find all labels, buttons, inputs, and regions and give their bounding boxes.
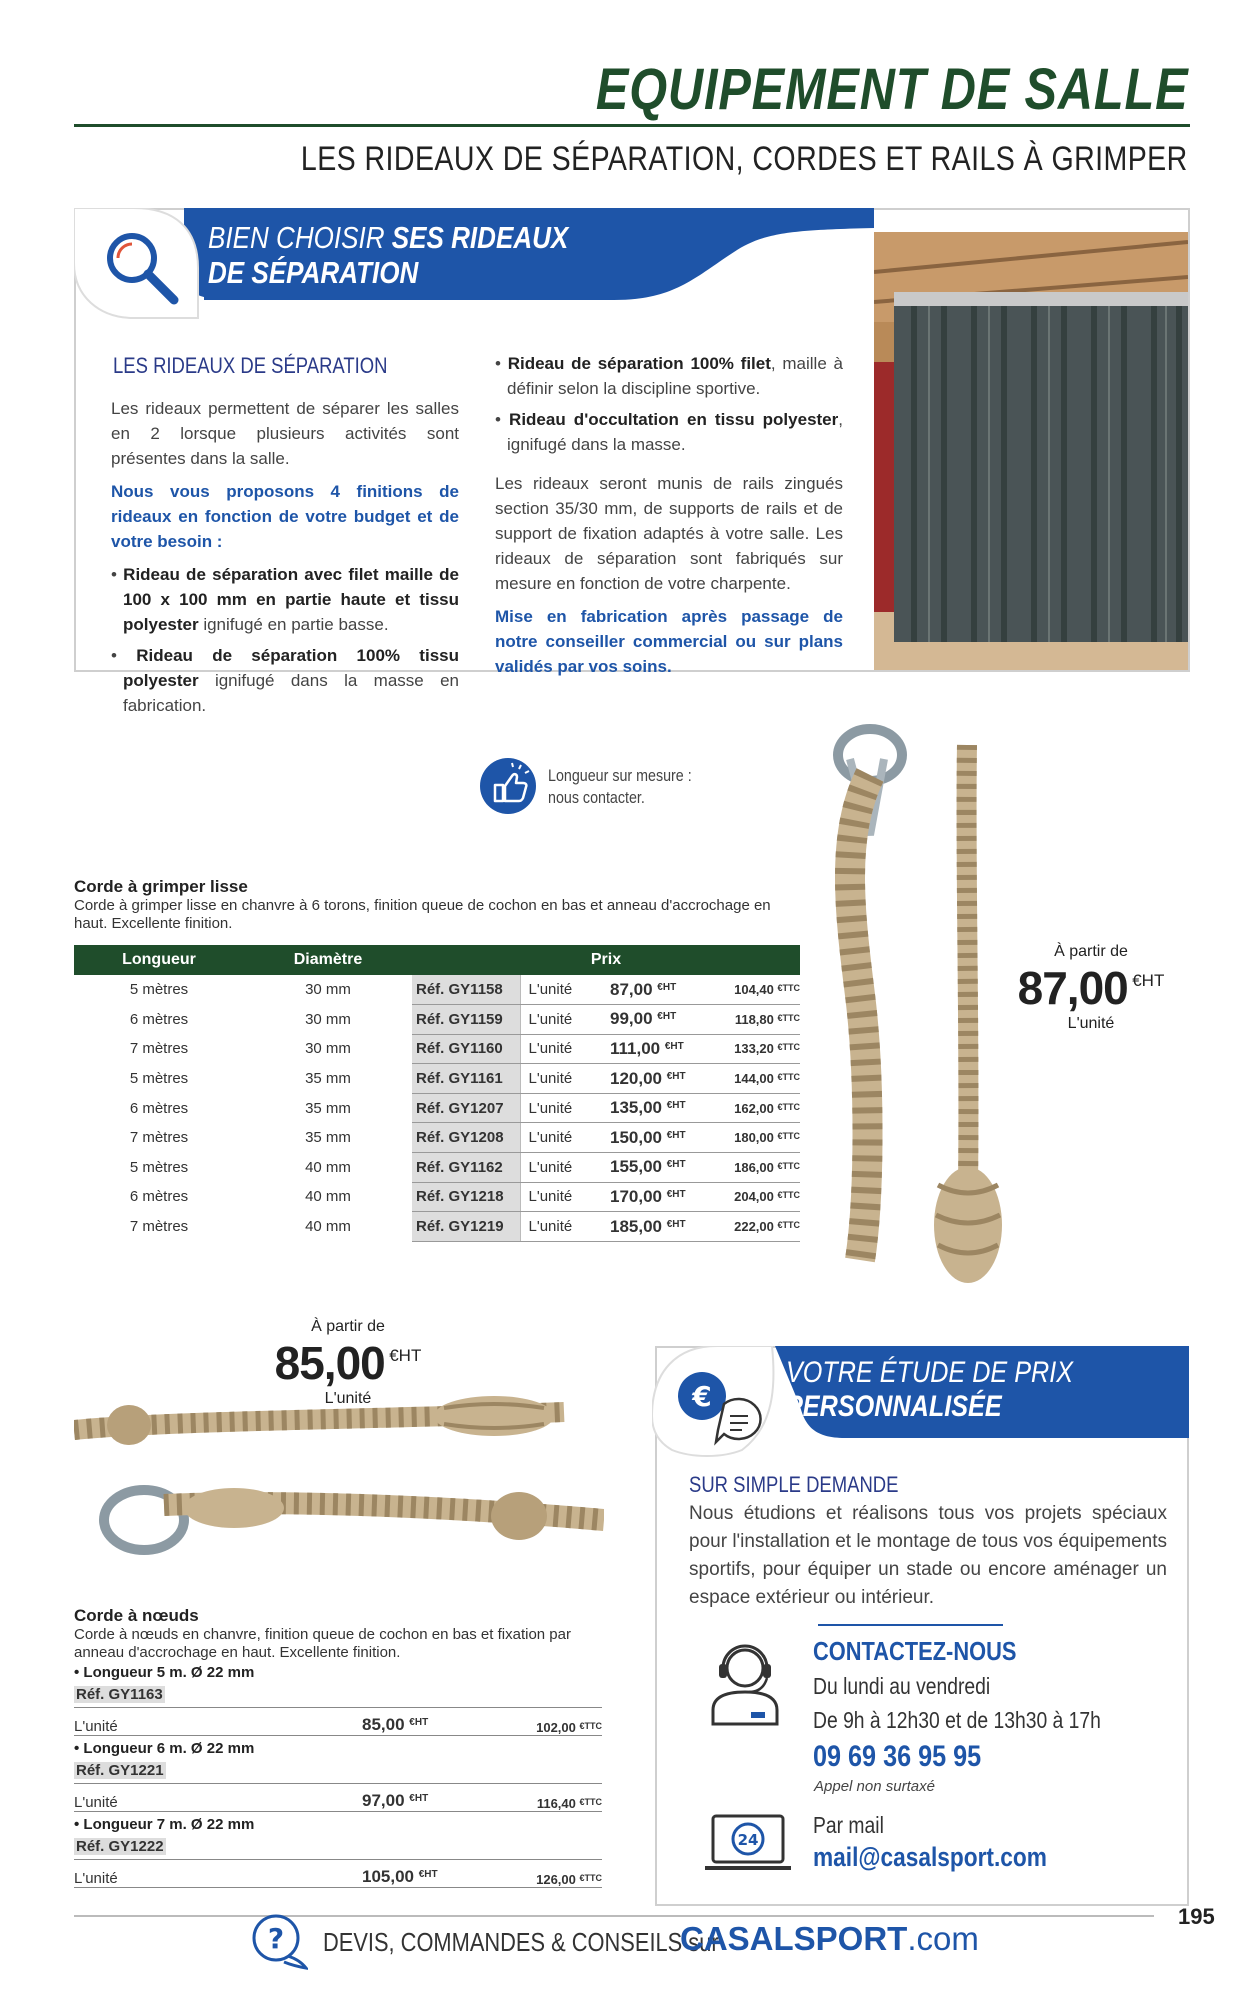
help-chat-icon [250, 1912, 308, 1972]
page-number: 195 [1178, 1904, 1215, 1929]
from-unit: L'unité [1067, 1015, 1115, 1032]
price-ht: 111,00 [610, 1038, 661, 1058]
contact-hours: De 9h à 12h30 et de 13h30 à 17h [813, 1707, 1101, 1733]
list-item [74, 1664, 602, 1740]
ttc-suffix: €TTC [579, 1873, 602, 1883]
diameter-cell: 40 mm [305, 1188, 351, 1206]
from-suffix: €HT [1132, 971, 1165, 990]
curtain-option-2: • Rideau de séparation 100% tissu polyester ignifugé dans la masse en fabrication. [111, 646, 459, 715]
smooth-rope-description: Corde à grimper lisse en chanvre à 6 torons, finition queue de cochon en bas et anneau d'accrochage en haut. Excellente finition. [74, 897, 771, 932]
price-ttc-cell [502, 1796, 602, 1811]
curtains-intro: Les rideaux permettent de séparer les salles en 2 lorsque plusieurs activités sont présentes dans la salle. [111, 399, 459, 468]
unit-cell: L'unité [74, 1794, 118, 1811]
price-ttc: 180,00 [734, 1130, 774, 1146]
price-ht-cell [610, 1005, 712, 1035]
table-row [74, 1212, 800, 1242]
price-ht-cell [610, 1034, 712, 1064]
unit-cell: L'unité [74, 1870, 118, 1887]
quote-text: Nous étudions et réalisons tous vos projets spéciaux pour l'installation et le montage de tous vos équipements sportifs, pour équiper un stade ou encore aménager un espace extérieur ou intérieur. [689, 1503, 1167, 1608]
diameter-cell: 35 mm [305, 1129, 351, 1147]
price-ht-cell [610, 975, 712, 1005]
unit-cell: L'unité [520, 1123, 610, 1153]
price-ht: 120,00 [610, 1068, 662, 1088]
price-ttc-cell [712, 1182, 800, 1212]
ttc-suffix: €TTC [777, 1160, 800, 1171]
price-ttc: 144,00 [734, 1071, 774, 1087]
unit-cell: L'unité [520, 1064, 610, 1094]
price-ttc: 222,00 [734, 1219, 774, 1235]
price-ttc-cell [502, 1872, 602, 1887]
ref-cell: Réf. GY1208 [412, 1123, 520, 1153]
price-ttc-cell [712, 1123, 800, 1153]
diameter-cell: 35 mm [305, 1099, 351, 1117]
smooth-rope-from-price [1016, 943, 1166, 1033]
ttc-suffix: €TTC [777, 1131, 800, 1142]
support-agent-icon [707, 1640, 783, 1726]
ht-suffix: €HT [657, 1011, 677, 1023]
col-length: Longueur [74, 945, 244, 975]
ttc-suffix: €TTC [777, 1072, 800, 1083]
footer-rule [74, 1915, 1154, 1917]
price-ht-cell [610, 1153, 712, 1183]
smooth-rope-photo [820, 715, 1020, 1290]
knot-length: • Longueur 7 m. Ø 22 mm [74, 1816, 255, 1833]
ref-cell: Réf. GY1162 [412, 1153, 520, 1183]
curtain-option-4: • Rideau d'occultation en tissu polyester, ignifugé dans la masse. [495, 410, 843, 454]
price-ht: 99,00 [610, 1009, 653, 1029]
price-ttc: 186,00 [734, 1159, 774, 1175]
unit-cell: L'unité [74, 1718, 118, 1735]
ht-suffix: €HT [409, 1793, 429, 1804]
price-ttc: 162,00 [734, 1100, 774, 1116]
diameter-cell: 40 mm [305, 1158, 351, 1176]
choose-banner-text: BIEN CHOISIR SES RIDEAUX DE SÉPARATION [208, 220, 569, 290]
knot-length: • Longueur 5 m. Ø 22 mm [74, 1664, 255, 1681]
col-price: Prix [412, 945, 800, 975]
unit-cell: L'unité [520, 1093, 610, 1123]
curtain-photo [874, 232, 1188, 670]
price-ttc-cell [712, 1153, 800, 1183]
price-ht: 170,00 [610, 1186, 662, 1206]
unit-cell: L'unité [520, 1034, 610, 1064]
svg-text:€: € [692, 1380, 712, 1413]
length-cell: 5 mètres [129, 1158, 189, 1176]
price-ttc-cell [712, 1005, 800, 1035]
mail-link[interactable]: mail@casalsport.com [813, 1842, 1047, 1872]
length-cell: 7 mètres [129, 1129, 189, 1147]
quote-heading: SUR SIMPLE DEMANDE [689, 1472, 899, 1497]
ref-cell: Réf. GY1160 [412, 1034, 520, 1064]
from-price: 87,00 [1017, 962, 1128, 1014]
price-ht: 97,00 [362, 1791, 405, 1810]
footer-brand[interactable]: CASALSPORT.com [680, 1920, 979, 1957]
price-ttc: 118,80 [734, 1011, 774, 1027]
quote-banner-text: VOTRE ÉTUDE DE PRIX PERSONNALISÉE [786, 1356, 1074, 1423]
smooth-rope-table [74, 945, 800, 1242]
from-suffix: €HT [389, 1346, 422, 1365]
ttc-suffix: €TTC [579, 1721, 602, 1731]
ref-cell: Réf. GY1221 [76, 1762, 164, 1779]
table-row [74, 1034, 800, 1064]
ref-cell: Réf. GY1219 [412, 1212, 520, 1242]
contact-rule [818, 1624, 1003, 1626]
unit-cell: L'unité [520, 1182, 610, 1212]
knot-rope-title: Corde à nœuds [74, 1606, 199, 1625]
length-cell: 5 mètres [129, 981, 189, 999]
laptop-24h-icon [705, 1812, 791, 1874]
price-ht: 85,00 [362, 1715, 405, 1734]
knot-rope-photo [74, 1390, 604, 1590]
ht-suffix: €HT [657, 981, 677, 993]
length-cell: 6 mètres [129, 1010, 189, 1028]
length-cell: 7 mètres [129, 1218, 189, 1236]
curtains-fabrication: Mise en fabrication après passage de notre conseiller commercial ou sur plans validés par vos soins. [495, 607, 843, 676]
ttc-suffix: €TTC [579, 1797, 602, 1807]
table-row [74, 1005, 800, 1035]
contact-phone-note: Appel non surtaxé [814, 1778, 935, 1795]
ht-suffix: €HT [666, 1218, 686, 1230]
badge-24-text: 24 [737, 1831, 759, 1849]
ttc-suffix: €TTC [777, 983, 800, 994]
price-ttc-cell [712, 1064, 800, 1094]
curtains-rails: Les rideaux seront munis de rails zingués section 35/30 mm, de supports de rails et de support de fixation adaptés à votre salle. Les rideaux de séparation sont fabriqués sur mesure en fonction de votre charpente. [495, 474, 843, 593]
price-ttc-cell [712, 1212, 800, 1242]
price-ttc-cell [712, 1093, 800, 1123]
ref-cell: Réf. GY1161 [412, 1064, 520, 1094]
curtains-propose: Nous vous proposons 4 finitions de rideaux en fonction de votre budget et de votre besoin : [111, 482, 459, 551]
contact-days: Du lundi au vendredi [813, 1673, 991, 1699]
table-row [74, 975, 800, 1005]
table-row [74, 1064, 800, 1094]
ttc-suffix: €TTC [777, 1190, 800, 1201]
price-ht: 87,00 [610, 979, 653, 999]
ht-suffix: €HT [666, 1188, 686, 1200]
from-label: À partir de [311, 1318, 385, 1335]
contact-title: CONTACTEZ-NOUS [813, 1636, 1017, 1666]
diameter-cell: 40 mm [305, 1218, 351, 1236]
price-ht-cell [610, 1123, 712, 1153]
list-item [74, 1816, 602, 1892]
ht-suffix: €HT [666, 1070, 686, 1082]
price-ttc: 104,40 [734, 982, 774, 998]
col-diameter: Diamètre [244, 945, 412, 975]
diameter-cell: 30 mm [305, 1010, 351, 1028]
ref-cell: Réf. GY1159 [412, 1005, 520, 1035]
ref-cell: Réf. GY1222 [76, 1838, 164, 1855]
knot-rope-description: Corde à nœuds en chanvre, finition queue de cochon en bas et fixation par anneau d'accrochage en haut. Excellente finition. [74, 1626, 571, 1661]
unit-cell: L'unité [520, 1153, 610, 1183]
curtains-heading: LES RIDEAUX DE SÉPARATION [113, 353, 388, 378]
smooth-rope-title: Corde à grimper lisse [74, 877, 248, 896]
mail-label: Par mail [813, 1812, 884, 1838]
table-row [74, 1182, 800, 1212]
svg-text:?: ? [267, 1922, 285, 1955]
page-subtitle: LES RIDEAUX DE SÉPARATION, CORDES ET RAILS À GRIMPER [301, 140, 1188, 178]
price-ht-cell [610, 1182, 712, 1212]
curtains-right-column [495, 351, 843, 679]
page-title: EQUIPEMENT DE SALLE [595, 57, 1188, 122]
price-ttc: 133,20 [734, 1041, 774, 1057]
ht-suffix: €HT [666, 1159, 686, 1171]
curtain-option-1: • Rideau de séparation avec filet maille de 100 x 100 mm en partie haute et tissu polyester ignifugé en partie basse. [111, 565, 459, 634]
ht-suffix: €HT [664, 1040, 684, 1052]
price-ht: 185,00 [610, 1216, 662, 1236]
table-row [74, 1093, 800, 1123]
length-cell: 5 mètres [129, 1070, 189, 1088]
thumbs-up-icon [479, 757, 537, 815]
ttc-suffix: €TTC [777, 1220, 800, 1231]
price-ht: 105,00 [362, 1867, 414, 1886]
price-ht-cell [610, 1093, 712, 1123]
price-ht-cell [362, 1867, 502, 1887]
unit-cell: L'unité [520, 975, 610, 1005]
ref-cell: Réf. GY1207 [412, 1093, 520, 1123]
price-ttc: 102,00 [536, 1720, 576, 1735]
price-ttc-cell [712, 1034, 800, 1064]
ttc-suffix: €TTC [777, 1012, 800, 1023]
price-ht-cell [610, 1064, 712, 1094]
ht-suffix: €HT [409, 1717, 429, 1728]
ht-suffix: €HT [666, 1100, 686, 1112]
price-ttc: 126,00 [536, 1872, 576, 1887]
knot-rope-list [74, 1664, 602, 1892]
ref-cell: Réf. GY1158 [412, 975, 520, 1005]
length-cell: 6 mètres [129, 1188, 189, 1206]
price-ttc: 204,00 [734, 1189, 774, 1205]
ttc-suffix: €TTC [777, 1101, 800, 1112]
diameter-cell: 35 mm [305, 1070, 351, 1088]
from-unit: L'unité [324, 1390, 372, 1407]
unit-cell: L'unité [520, 1005, 610, 1035]
unit-cell: L'unité [520, 1212, 610, 1242]
contact-phone[interactable]: 09 69 36 95 95 [813, 1740, 982, 1773]
ht-suffix: €HT [418, 1869, 438, 1880]
ref-cell: Réf. GY1218 [412, 1182, 520, 1212]
knot-length: • Longueur 6 m. Ø 22 mm [74, 1740, 255, 1757]
footer-tagline: DEVIS, COMMANDES & CONSEILS sur [323, 1927, 719, 1957]
title-rule [74, 124, 1190, 127]
price-ht-cell [610, 1212, 712, 1242]
diameter-cell: 30 mm [305, 1040, 351, 1058]
custom-length-note: Longueur sur mesure : nous contacter. [548, 766, 692, 807]
price-ht: 150,00 [610, 1127, 662, 1147]
length-cell: 7 mètres [129, 1040, 189, 1058]
price-ttc: 116,40 [536, 1796, 576, 1811]
price-ttc-cell [712, 975, 800, 1005]
price-ttc-cell [502, 1720, 602, 1735]
table-row [74, 1123, 800, 1153]
euro-chat-icon-badge [652, 1346, 782, 1461]
ht-suffix: €HT [666, 1129, 686, 1141]
magnifier-icon-badge [74, 208, 204, 323]
price-ht-cell [362, 1715, 502, 1735]
from-label: À partir de [1054, 943, 1128, 960]
price-ht: 155,00 [610, 1157, 662, 1177]
table-row [74, 1153, 800, 1183]
from-price: 85,00 [274, 1337, 385, 1389]
curtains-left-column [111, 396, 459, 718]
curtain-option-3: • Rideau de séparation 100% filet, maille à définir selon la discipline sportive. [495, 354, 843, 398]
ref-cell: Réf. GY1163 [76, 1686, 163, 1703]
ttc-suffix: €TTC [777, 1042, 800, 1053]
diameter-cell: 30 mm [305, 981, 351, 999]
length-cell: 6 mètres [129, 1099, 189, 1117]
list-item [74, 1740, 602, 1816]
price-ht-cell [362, 1791, 502, 1811]
price-ht: 135,00 [610, 1098, 662, 1118]
